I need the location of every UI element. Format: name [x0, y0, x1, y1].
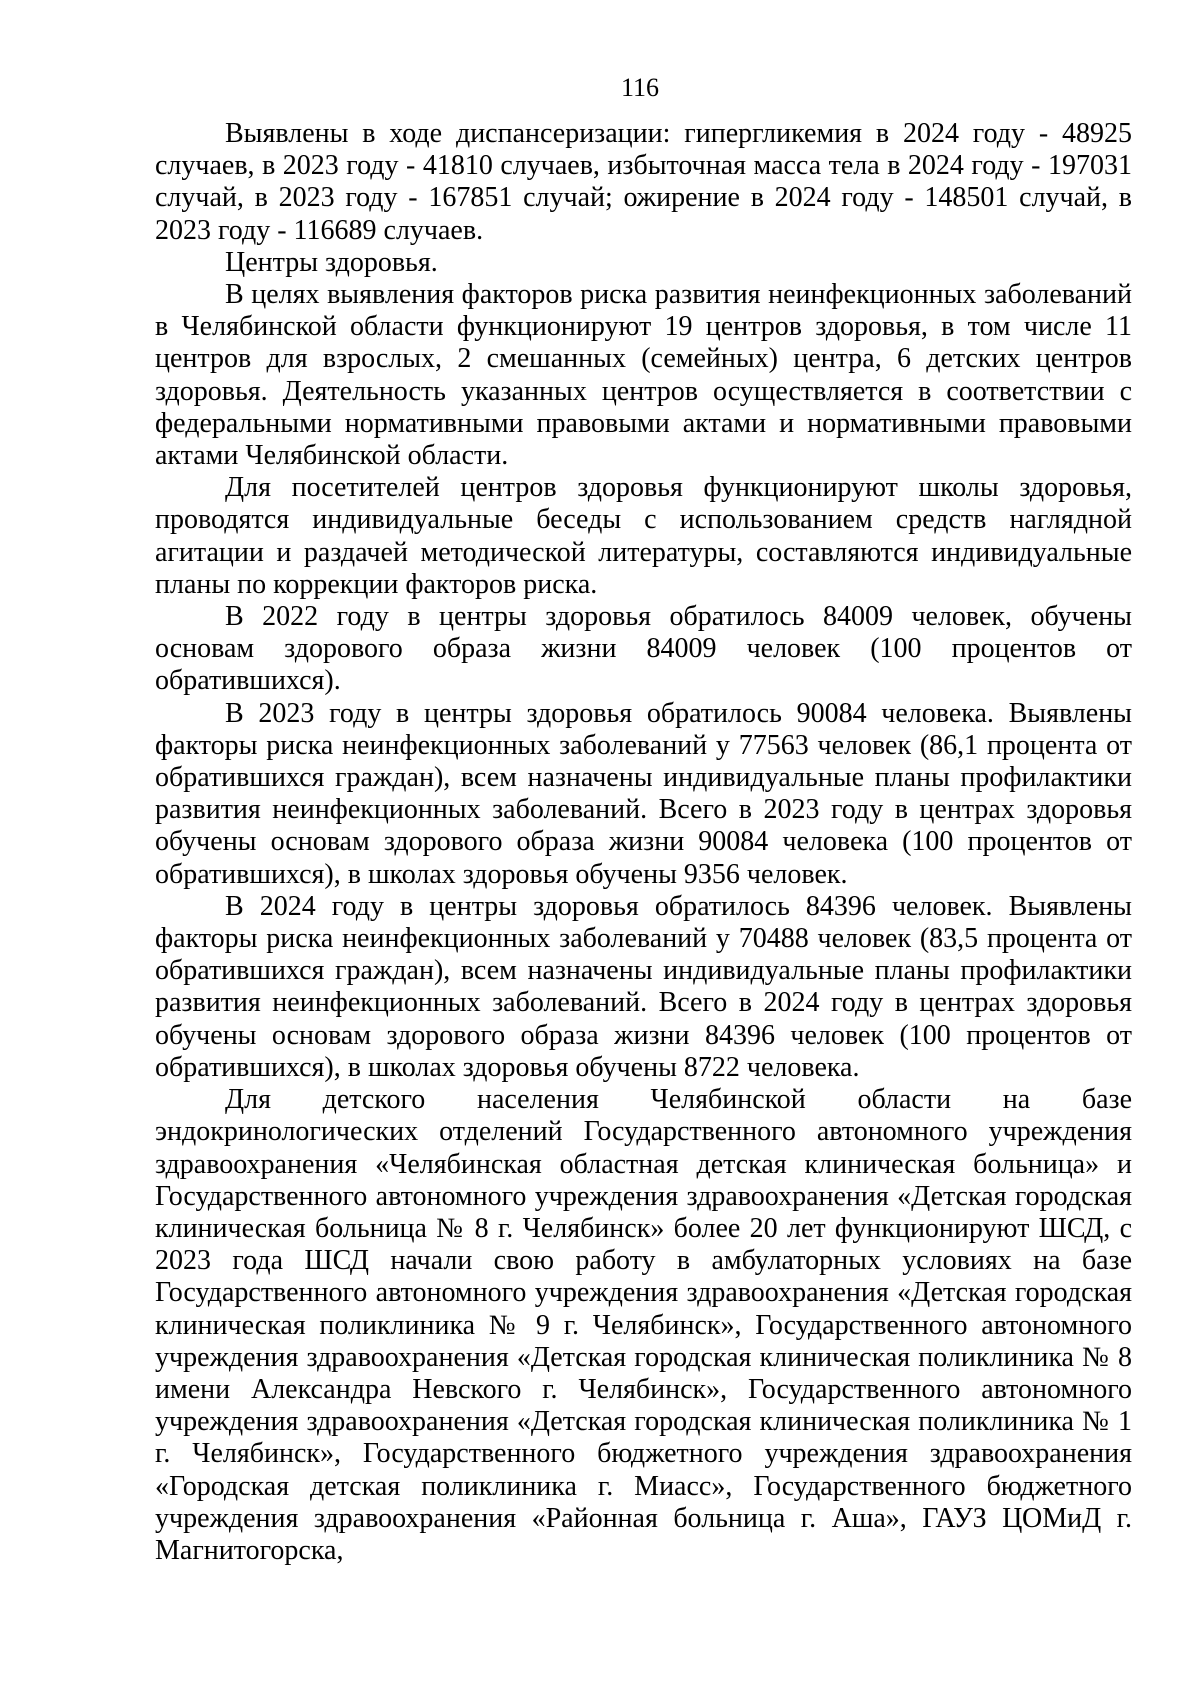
paragraph-2023: В 2023 году в центры здоровья обратилось 90084 человека. Выявлены факторы риска неинфекционных заболеваний у 77563 человек (86,1 процента от обратившихся граждан), всем назначены индивидуальные планы профилактики развития неинфекционных заболеваний. Всего в 2023 году в центрах здоровья обучены основам здорового образа жизни 90084 человека (100 процентов от обратившихся), в школах здоровья обучены 9356 человек. — [155, 697, 1132, 890]
document-body — [155, 118, 1132, 1567]
paragraph-2022: В 2022 году в центры здоровья обратилось 84009 человек, обучены основам здорового образа жизни 84009 человек (100 процентов от обратившихся). — [155, 601, 1132, 697]
page-number: 116 — [620, 73, 660, 102]
paragraph-2024: В 2024 году в центры здоровья обратилось 84396 человек. Выявлены факторы риска неинфекционных заболеваний у 70488 человек (83,5 процента от обратившихся граждан), всем назначены индивидуальные планы профилактики развития неинфекционных заболеваний. Всего в 2024 году в центрах здоровья обучены основам здорового образа жизни 84396 человек (100 процентов от обратившихся), в школах здоровья обучены 8722 человека. — [155, 890, 1132, 1083]
paragraph-children-shsd: Для детского населения Челябинской области на базе эндокринологических отделений Государственного автономного учреждения здравоохранения «Челябинская областная детская клиническая больница» и Государственного автономного учреждения здравоохранения «Детская городская клиническая больница № 8 г. Челябинск» более 20 лет функционируют ШСД, с 2023 года ШСД начали свою работу в амбулаторных условиях на базе Государственного автономного учреждения здравоохранения «Детская городская клиническая поликлиника № 9 г. Челябинск», Государственного автономного учреждения здравоохранения «Детская городская клиническая поликлиника № 8 имени Александра Невского г. Челябинск», Государственного автономного учреждения здравоохранения «Детская городская клиническая поликлиника № 1 г. Челябинск», Государственного бюджетного учреждения здравоохранения «Городская детская поликлиника г. Миасс», Государственного бюджетного учреждения здравоохранения «Районная больница г. Аша», ГАУЗ ЦОМиД г. Магнитогорска, — [155, 1084, 1132, 1566]
paragraph-health-centers: В целях выявления факторов риска развития неинфекционных заболеваний в Челябинской области функционируют 19 центров здоровья, в том числе 11 центров для взрослых, 2 смешанных (семейных) центра, 6 детских центров здоровья. Деятельность указанных центров осуществляется в соответствии с федеральными нормативными правовыми актами и нормативными правовыми актами Челябинской области. — [155, 279, 1132, 472]
section-heading-health-centers: Центры здоровья. — [225, 246, 438, 278]
paragraph-health-schools: Для посетителей центров здоровья функционируют школы здоровья, проводятся индивидуальные беседы с использованием средств наглядной агитации и раздачей методической литературы, составляются индивидуальные планы по коррекции факторов риска. — [155, 472, 1132, 600]
paragraph-dispanserization: Выявлены в ходе диспансеризации: гипергликемия в 2024 году - 48925 случаев, в 2023 году - 41810 случаев, избыточная масса тела в 2024 году - 197031 случай, в 2023 году - 167851 случай; ожирение в 2024 году - 148501 случай, в 2023 году - 116689 случаев. — [155, 118, 1132, 246]
